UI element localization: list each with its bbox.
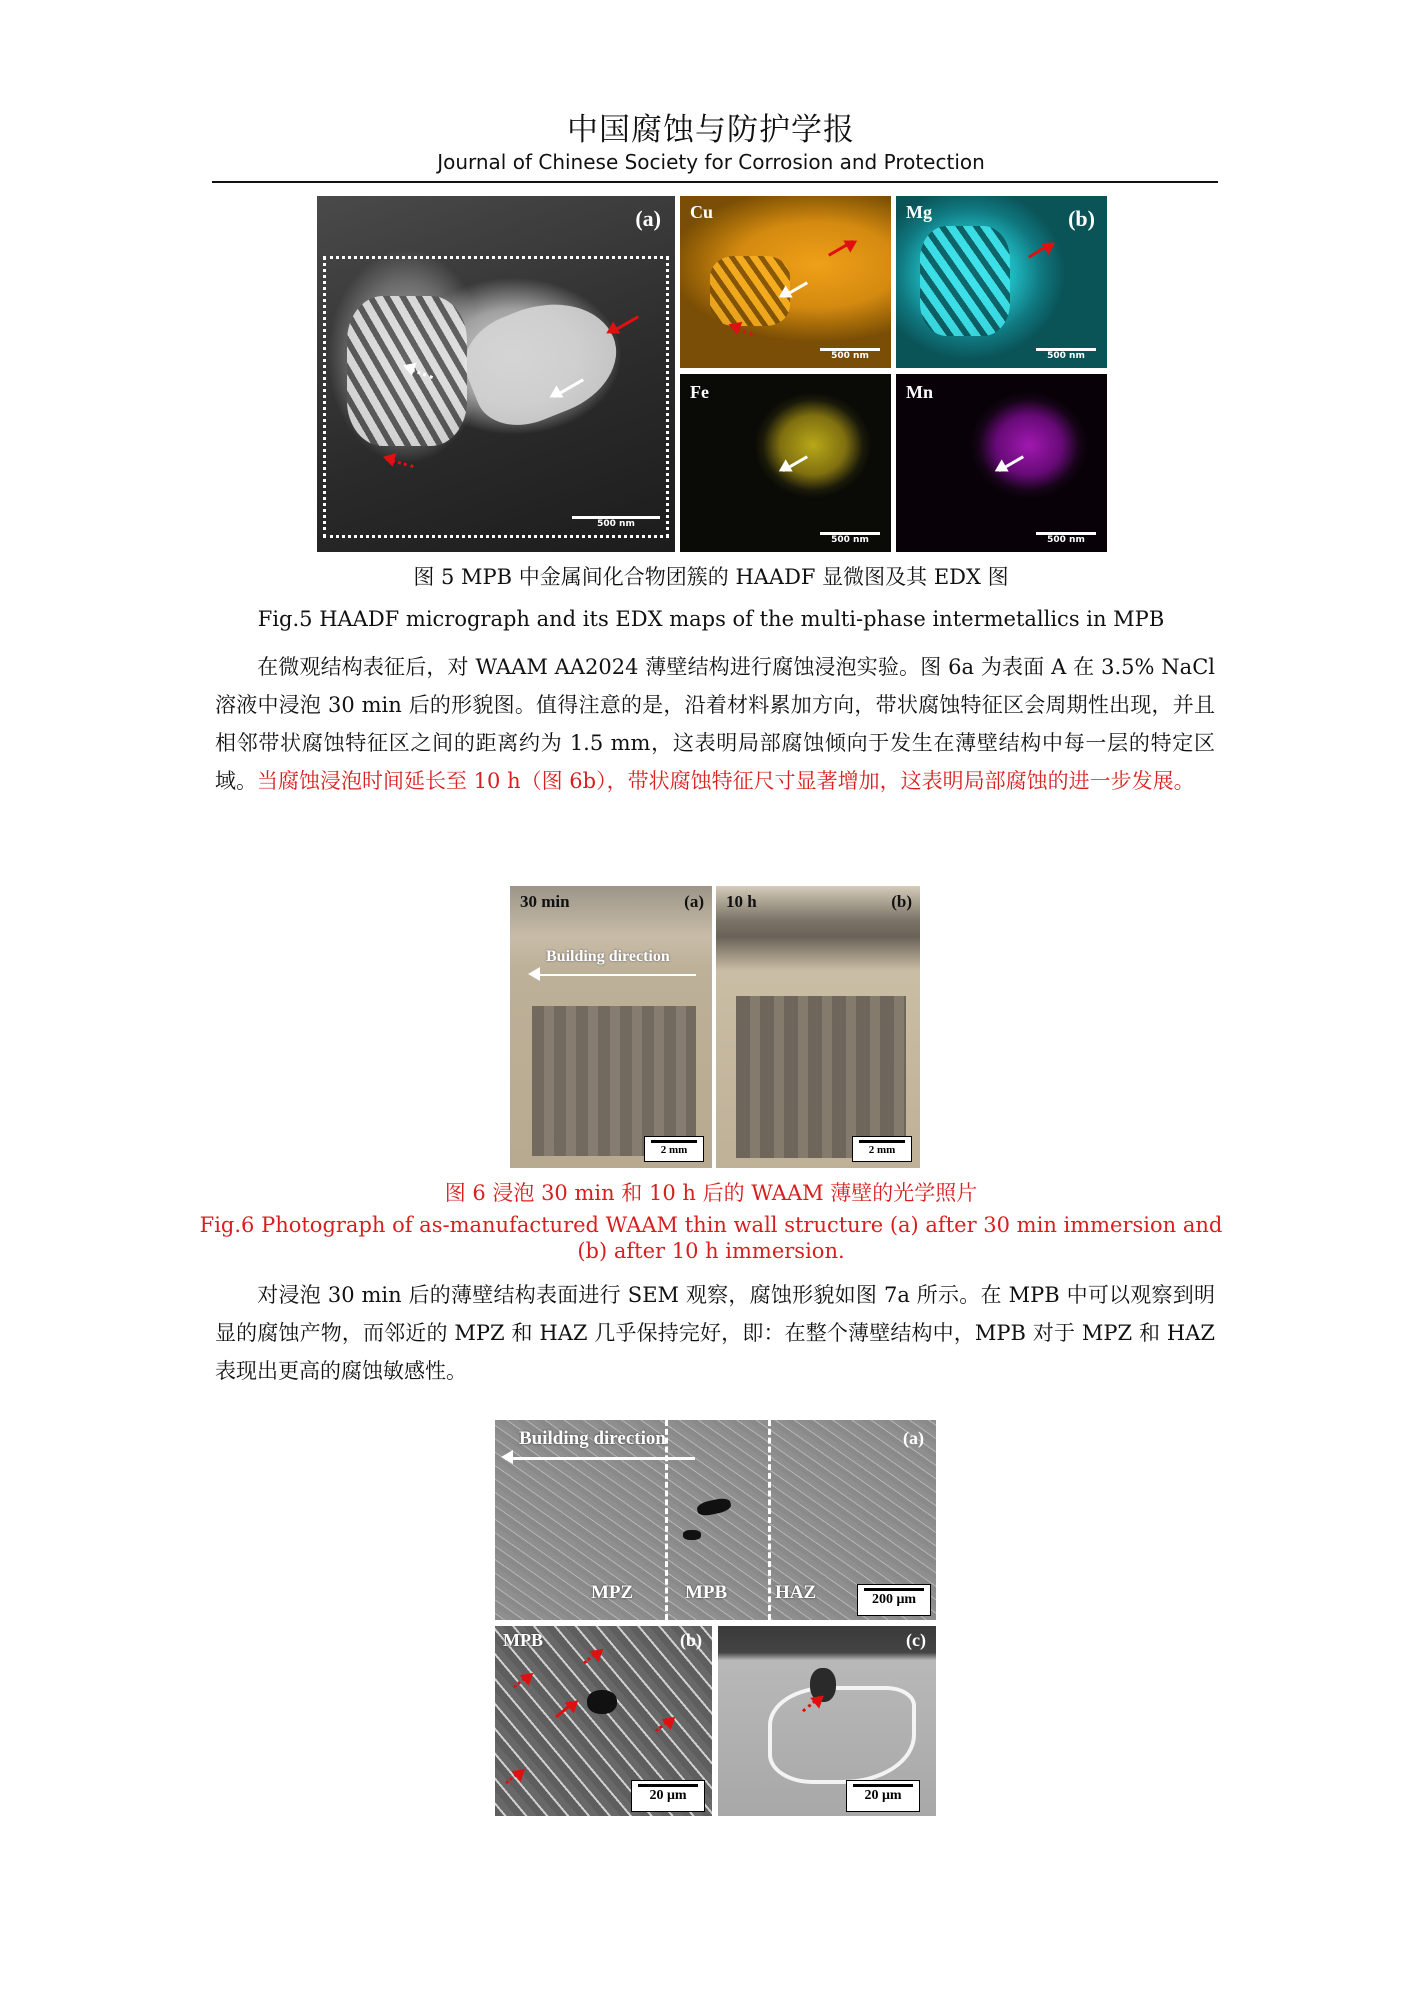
red-dotted-arrow-icon (655, 1717, 672, 1732)
fig7-sem-b (495, 1626, 712, 1816)
fig7-c-grain-boundary (768, 1686, 916, 1784)
fig7-zone-mpb: MPB (685, 1582, 728, 1603)
fig7-c-label: (c) (906, 1630, 926, 1650)
fig7-b-pit (587, 1690, 617, 1714)
red-arrow-icon (555, 1701, 575, 1719)
fig6-photo-b (716, 886, 920, 1168)
paragraph-2 (215, 1276, 1215, 1390)
fig5-caption-en: Fig.5 HAADF micrograph and its EDX maps of the multi-phase intermetallics in MPB (257, 607, 1165, 631)
fig5-element-mg: Mg (906, 202, 932, 222)
fig7-building-direction: Building direction (519, 1428, 666, 1449)
fig7-b-label: (b) (680, 1630, 702, 1650)
fig5-panel-b-label: (b) (1068, 206, 1095, 231)
fig6-b-scale: 2 mm (852, 1136, 912, 1162)
fig6-caption-en-1: Fig.6 Photograph of as-manufactured WAAM thin wall structure (a) after 30 min immersion and (199, 1213, 1223, 1237)
fig5-caption-cn: 图 5 MPB 中金属间化合物团簇的 HAADF 显微图及其 EDX 图 (413, 565, 1009, 589)
fig7-zone-mpz: MPZ (591, 1582, 634, 1603)
fig5-fe-map (680, 374, 891, 552)
journal-title-cn: 中国腐蚀与防护学报 (567, 112, 855, 148)
fig5-element-cu: Cu (690, 202, 714, 222)
fig5-mg-map (896, 196, 1107, 368)
fig5-mg-scale: 500 nm (1036, 348, 1096, 361)
fig5-fe-scale: 500 nm (820, 532, 880, 545)
fig6-caption-en-2: (b) after 10 h immersion. (577, 1239, 845, 1263)
red-arrow-icon (828, 240, 854, 257)
fig6-caption-cn: 图 6 浸泡 30 min 和 10 h 后的 WAAM 薄壁的光学照片 (444, 1181, 978, 1205)
fig7-a-label: (a) (903, 1428, 924, 1448)
fig6-b-label: (b) (891, 892, 912, 911)
fig6-photo-a (510, 886, 712, 1168)
fig6-a-label: (a) (684, 892, 704, 911)
fig6-building-direction: Building direction (546, 948, 670, 965)
fig7-b-tag: MPB (503, 1630, 543, 1650)
building-direction-arrow-icon (532, 974, 696, 976)
fig7-sem-a (495, 1420, 936, 1620)
fig7-b-scale: 20 μm (631, 1780, 705, 1812)
fig5-mg-lamellae (920, 226, 1010, 336)
red-dotted-arrow-icon (731, 326, 753, 336)
paragraph-1 (215, 648, 1215, 800)
white-arrow-icon (998, 455, 1024, 472)
fig6-a-scale: 2 mm (644, 1136, 704, 1162)
fig7-a-scale: 200 μm (857, 1584, 931, 1616)
fig5-haadf-panel (317, 196, 675, 552)
paragraph-1-text: 在微观结构表征后，对 WAAM AA2024 薄壁结构进行腐蚀浸泡实验。图 6a 为表面 A 在 3.5% NaCl 溶液中浸泡 30 min 后的形貌图。值得注意的是，沿着材料累加方向，带状腐蚀特征区会周期性出现，并且相邻带状腐蚀特征区之间的距离约为 1.5 mm，这表明局部腐蚀倾向于发生在薄壁结构中每一层的特定区域。 (215, 655, 1215, 793)
fig6-a-corrosion-band (532, 1006, 696, 1156)
fig7-c-scale: 20 μm (846, 1780, 920, 1812)
fig6-a-time: 30 min (520, 892, 570, 911)
red-dotted-arrow-icon (583, 1649, 600, 1664)
fig6-b-time: 10 h (726, 892, 757, 911)
fig7-boundary-line (768, 1420, 771, 1620)
fig5-panel-a-label: (a) (635, 206, 661, 231)
header-rule (212, 181, 1218, 183)
fig7-zone-haz: HAZ (775, 1582, 817, 1603)
fig7-boundary-line (665, 1420, 668, 1620)
fig5-cu-scale: 500 nm (820, 348, 880, 361)
red-arrow-icon (1028, 242, 1052, 258)
fig5-mn-scale: 500 nm (1036, 532, 1096, 545)
red-dotted-arrow-icon (513, 1673, 530, 1688)
fig5-cu-map (680, 196, 891, 368)
white-arrow-icon (782, 455, 808, 472)
paragraph-2-text: 对浸泡 30 min 后的薄壁结构表面进行 SEM 观察，腐蚀形貌如图 7a 所示。在 MPB 中可以观察到明显的腐蚀产物，而邻近的 MPZ 和 HAZ 几乎保持完好，即：在整个薄壁结构中，MPB 对于 MPZ 和 HAZ 表现出更高的腐蚀敏感性。 (215, 1283, 1215, 1383)
fig5-element-fe: Fe (690, 382, 709, 402)
journal-title-en: Journal of Chinese Society for Corrosion and Protection (437, 150, 985, 174)
fig5-scale-bar: 500 nm (572, 516, 660, 529)
fig7-sem-c (718, 1626, 936, 1816)
fig5-mn-map (896, 374, 1107, 552)
red-dotted-arrow-icon (505, 1769, 522, 1784)
paragraph-1-highlight: 当腐蚀浸泡时间延长至 10 h（图 6b），带状腐蚀特征尺寸显著增加，这表明局部腐蚀的进一步发展。 (257, 769, 1195, 793)
fig7-corrosion-product (696, 1497, 732, 1518)
fig5-element-mn: Mn (906, 382, 933, 402)
fig7-corrosion-product (683, 1530, 701, 1540)
fig6-b-corrosion-band (736, 996, 906, 1158)
